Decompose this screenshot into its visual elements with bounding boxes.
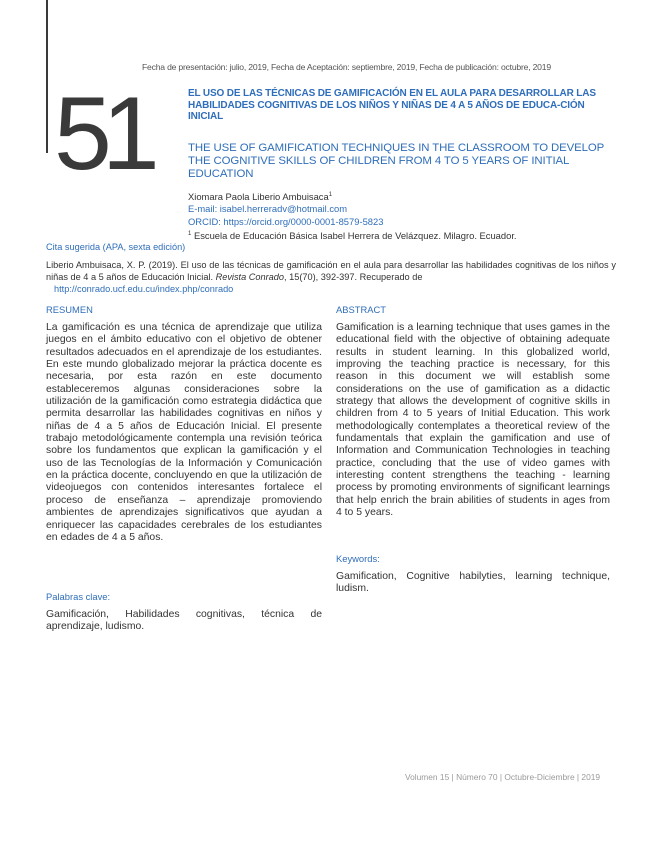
- resumen-body: La gamificación es una técnica de aprendizaje que utiliza juegos en el ámbito educativo con el objetivo de obtener resultados adecuados en el aprendizaje de los estudiantes. En este mundo globalizado mejorar la práctica docente es necesaria, por esta razón en este documento estableceremos algunas consideraciones sobre la utilización de la gamificación como estrategia didáctica que permita desarrollar las habilidades cognitivas en niños y niñas de 4 a 5 años de Educación Inicial. El presente trabajo metodológicamente contempla una revisión teórica sobre los fundamentos que explican la gamificación y el uso de las Tecnologías de la Información y Comunicación en la práctica docente, concluyendo en que la utilización de videojuegos con contenidos interesantes fortalece el proceso de enseñanza – aprendizaje promoviendo ambientes de aprendizajes significativos que ayudan a enriquecer las capacidades cerebrales de los estudiantes en edades de 4 a 5 años.: [46, 322, 322, 543]
- citation-heading: Cita sugerida (APA, sexta edición): [46, 242, 186, 252]
- resumen-heading: RESUMEN: [46, 304, 93, 315]
- citation-journal: Revista Conrado: [215, 272, 285, 282]
- page-footer: Volumen 15 | Número 70 | Octubre-Diciembre | 2019: [405, 772, 601, 782]
- title-spanish: EL USO DE LAS TÉCNICAS DE GAMIFICACIÓN EN EL AULA PARA DESARROLLAR LAS HABILIDADES COGNITIVAS DE LOS NIÑOS Y NIÑAS DE 4 A 5 AÑOS DE EDUCA-CIÓN INICIAL: [188, 88, 596, 122]
- author-sup: 1: [328, 192, 333, 198]
- affiliation: Escuela de Educación Básica Isabel Herrera de Velázquez. Milagro. Ecuador.: [193, 230, 517, 242]
- email-label: E-mail:: [188, 203, 218, 215]
- citation-url[interactable]: http://conrado.ucf.edu.cu/index.php/conrado: [54, 284, 234, 294]
- submission-dates: Fecha de presentación: julio, 2019, Fecha de Aceptación: septiembre, 2019, Fecha de publicación: octubre, 2019: [142, 62, 551, 72]
- keywords: Gamification, Cognitive habilyties, learning technique, ludism.: [336, 571, 610, 595]
- title-english: THE USE OF GAMIFICATION TECHNIQUES IN THE CLASSROOM TO DEVELOP THE COGNITIVE SKILLS OF CHILDREN FROM 4 TO 5 YEARS OF INITIAL EDUCATION: [188, 142, 604, 180]
- abstract-body: Gamification is a learning technique that uses games in the educational field with the objective of obtaining adequate results in student learning. In this globalized world, improving the teaching practice is necessary, for this reason in this document we will establish some considerations on the use of gamification as a didactic strategy that allows the development of cognitive skills in children from 4 to 5 years of Initial Education. This work methodologically contemplates a theoretical review of the fundamentals that explain the gamification and use of Information and Communication Technologies in teaching practice, concluding that the use of video games with interesting content strengthens the teaching - learning process by promoting environments of significant learnings that help enrich the brain abilities of students in ages from 4 to 5 years.: [336, 322, 610, 519]
- author-block: [188, 189, 618, 242]
- affiliation-line: [188, 228, 618, 242]
- palabras-clave-heading: Palabras clave:: [46, 591, 111, 602]
- vertical-rule: [46, 0, 48, 153]
- email-link[interactable]: isabel.herreradv@hotmail.com: [219, 203, 348, 215]
- keywords-heading: Keywords:: [336, 553, 380, 564]
- email-line: [188, 203, 618, 215]
- author-line: [188, 189, 618, 203]
- orcid-link[interactable]: https://orcid.org/0000-0001-8579-5823: [223, 215, 384, 227]
- affiliation-sup: 1: [188, 231, 192, 238]
- article-number: 51: [54, 76, 150, 192]
- abstract-heading: ABSTRACT: [336, 304, 387, 315]
- author-name: Xiomara Paola Liberio Ambuisaca: [188, 191, 329, 203]
- orcid-label: ORCID:: [188, 215, 221, 227]
- citation-text-after: , 15(70), 392-397. Recuperado de: [284, 272, 423, 282]
- citation-body: [46, 259, 616, 295]
- palabras-clave: Gamificación, Habilidades cognitivas, técnica de aprendizaje, ludismo.: [46, 609, 322, 633]
- orcid-line: [188, 216, 618, 228]
- citation-text: Liberio Ambuisaca, X. P. (2019). El uso de las técnicas de gamificación en el aula para desarrollar las habilidades cognitivas de los niños y niñas de 4 a 5 años de Educación Inicial.: [46, 260, 616, 282]
